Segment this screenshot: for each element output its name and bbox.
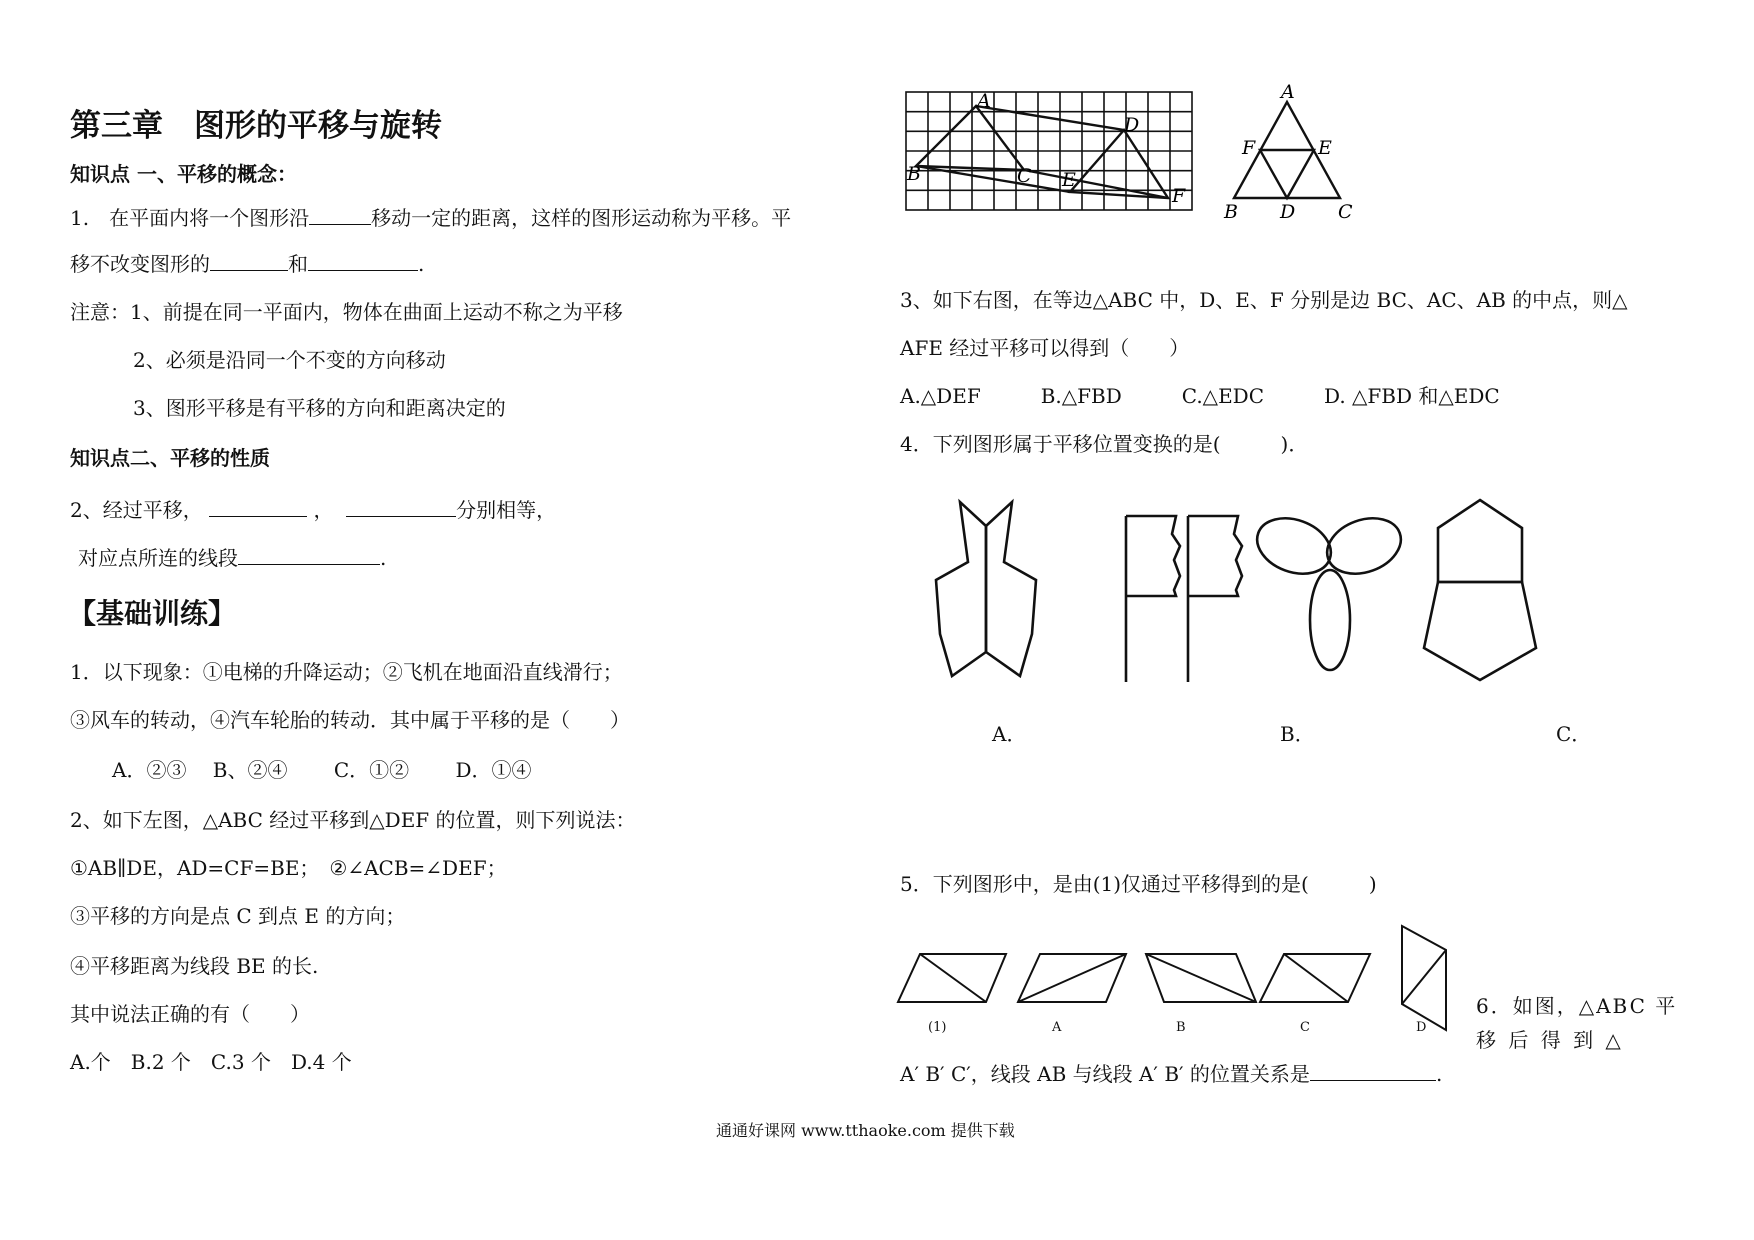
question-5-label-1: (1) <box>928 1020 947 1035</box>
answer-blank[interactable] <box>1310 1060 1436 1081</box>
note-2: 2、必须是沿同一个不变的方向移动 <box>133 348 446 372</box>
answer-blank[interactable] <box>238 544 380 565</box>
question-4-label-c: C． <box>1556 722 1592 746</box>
answer-blank[interactable] <box>210 250 288 271</box>
question-3-line-2: AFE 经过平移可以得到（ ） <box>900 336 1190 360</box>
answer-blank[interactable] <box>346 496 456 517</box>
grid-lines <box>906 92 1192 210</box>
question-4-text: 4．下列图形属于平移位置变换的是( )． <box>900 432 1309 456</box>
triangle-label-c: C <box>1338 201 1353 223</box>
basic-q1-line-2: ③风车的转动，④汽车轮胎的转动．其中属于平移的是（ ） <box>70 708 630 732</box>
question-6-line-3: A′ B′ C′，线段 AB 与线段 A′ B′ 的位置关系是 . <box>900 1062 1443 1086</box>
segment-ad <box>976 106 1124 130</box>
figure-b-flags <box>1126 516 1242 682</box>
note-1: 注意：1、前提在同一平面内，物体在曲面上运动不称之为平移 <box>70 300 623 324</box>
basic-q2-line-4: ④平移距离为线段 BE 的长. <box>70 954 319 978</box>
question-3-line-1: 3、如下右图，在等边△ABC 中，D、E、F 分别是边 BC、AC、AB 的中点，则△ <box>900 288 1628 312</box>
equilateral-triangle-figure <box>1210 84 1360 224</box>
figure-c-parallelogram <box>1260 954 1370 1002</box>
figure-d-parallelogram <box>1402 926 1446 1030</box>
question-5-label-d: D <box>1416 1020 1427 1035</box>
question-5-label-b: B <box>1176 1020 1186 1035</box>
basic-q2-line-3: ③平移的方向是点 C 到点 E 的方向； <box>70 904 406 928</box>
triangle-label-e: E <box>1318 137 1332 159</box>
question-4-label-a: A． <box>992 722 1027 746</box>
question-3-options: A.△DEF B.△FBD C.△EDC D. △FBD 和△EDC <box>900 384 1500 408</box>
triangle-label-d: D <box>1280 201 1296 223</box>
basic-q2-line-2: ①AB∥DE，AD=CF=BE； ②∠ACB=∠DEF； <box>70 856 507 880</box>
question-5-label-a: A <box>1052 1020 1062 1035</box>
question-1-line-2: 移不改变图形的 和 . <box>70 252 425 276</box>
grid-label-c: C <box>1017 165 1032 187</box>
section-heading-basic-training: 【基础训练】 <box>68 597 237 630</box>
figure-c-ellipses <box>1249 509 1408 670</box>
question-2-line-1: 2、经过平移， ， 分别相等， <box>70 498 557 522</box>
knowledge-point-1-heading: 知识点 一、平移的概念： <box>70 162 297 186</box>
grid-label-d: D <box>1124 114 1140 136</box>
answer-blank[interactable] <box>309 204 371 225</box>
figure-1-parallelogram <box>898 954 1006 1002</box>
grid-label-e: E <box>1062 169 1076 191</box>
grid-label-a: A <box>977 90 991 112</box>
question-6-line-1: 6．如图，△ABC 平 <box>1476 994 1678 1018</box>
page-footer: 通通好课网 www.tthaoke.com 提供下载 <box>716 1121 1015 1140</box>
figure-a-shape <box>936 502 1036 676</box>
answer-blank[interactable] <box>308 250 418 271</box>
question-2-line-2: 对应点所连的线段 . <box>78 546 387 570</box>
question-1-line-1: 1. 在平面内将一个图形沿 移动一定的距离，这样的图形运动称为平移。平 <box>70 206 792 230</box>
grid-label-b: B <box>907 163 921 185</box>
triangle-label-f: F <box>1242 137 1256 159</box>
figure-d-pentagons <box>1424 500 1536 680</box>
note-3: 3、图形平移是有平移的方向和距离决定的 <box>133 396 506 420</box>
answer-blank[interactable] <box>209 496 307 517</box>
question-4-figures <box>920 490 1630 690</box>
page-title: 第三章 图形的平移与旋转 <box>70 108 442 144</box>
knowledge-point-2-heading: 知识点二、平移的性质 <box>70 446 270 470</box>
triangle-label-a: A <box>1281 84 1295 103</box>
basic-q1-options: A．②③ B、②④ C．①② D．①④ <box>112 758 532 782</box>
question-5-label-c: C <box>1300 1020 1310 1035</box>
triangle-def-inner <box>1260 150 1314 198</box>
grid-label-f: F <box>1172 185 1186 207</box>
grid-translation-figure <box>900 86 1200 216</box>
basic-q1-line-1: 1．以下现象：①电梯的升降运动；②飞机在地面沿直线滑行； <box>70 660 623 684</box>
triangle-abc <box>916 106 1024 170</box>
question-4-label-b: B． <box>1280 722 1315 746</box>
figure-b-parallelogram <box>1146 954 1256 1002</box>
question-5-text: 5．下列图形中，是由(1)仅通过平移得到的是( ) <box>900 872 1377 896</box>
question-6-line-2: 移 后 得 到 △ <box>1476 1028 1624 1052</box>
basic-q2-options: A.个 B.2 个 C.3 个 D.4 个 <box>70 1050 352 1074</box>
basic-q2-line-1: 2、如下左图，△ABC 经过平移到△DEF 的位置，则下列说法： <box>70 808 636 832</box>
figure-a-parallelogram <box>1018 954 1126 1002</box>
basic-q2-line-5: 其中说法正确的有（ ） <box>70 1002 310 1026</box>
triangle-label-b: B <box>1224 201 1238 223</box>
